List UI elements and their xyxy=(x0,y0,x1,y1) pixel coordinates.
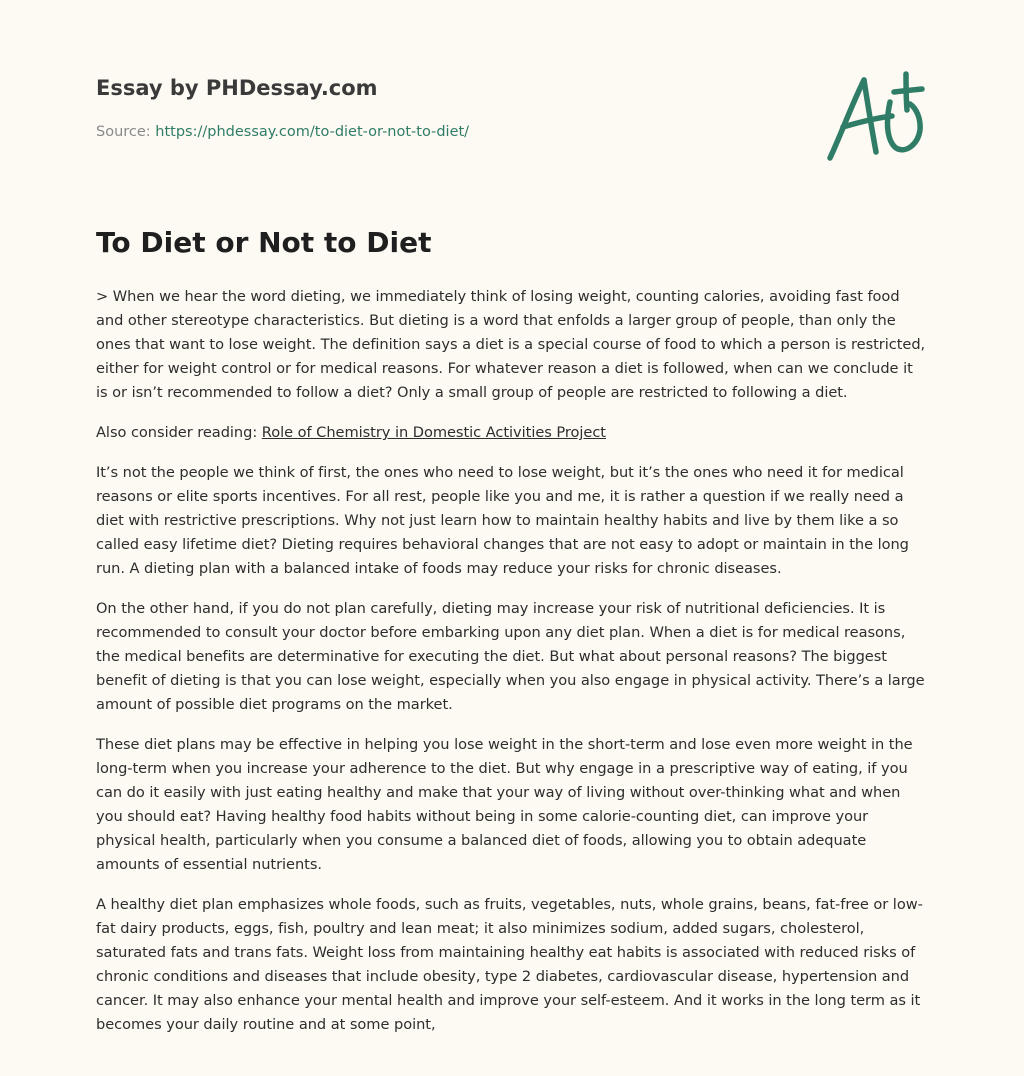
also-reading-label: Also consider reading: xyxy=(96,424,262,441)
article-body xyxy=(96,285,928,1053)
paragraph: These diet plans may be effective in helping you lose weight in the short-term and lose even more weight in the long-term when you increase your adherence to the diet. But why engage in a prescriptive way of eating, if you can do it easily with just eating healthy and make that your way of living without over-thinking what and when you should eat? Having healthy food habits without being in some calorie-counting diet, can improve your physical health, particularly when you consume a balanced diet of foods, allowing you to obtain adequate amounts of essential nutrients. xyxy=(96,736,913,873)
paragraph: It’s not the people we think of first, the ones who need to lose weight, but it’s the ones who need it for medical reasons or elite sports incentives. For all rest, people like you and me, it is rather a question if we really need a diet with restrictive prescriptions. Why not just learn how to maintain healthy habits and live by them like a so called easy lifetime diet? Dieting requires behavioral changes that are not easy to adopt or maintain in the long run. A dieting plan with a balanced intake of foods may reduce your risks for chronic diseases. xyxy=(96,464,909,577)
source-line xyxy=(96,124,469,140)
a-plus-icon xyxy=(826,70,926,165)
source-label: Source: xyxy=(96,124,156,140)
article-title: To Diet or Not to Diet xyxy=(96,226,432,259)
paragraph: > When we hear the word dieting, we immediately think of losing weight, counting calories, avoiding fast food and other stereotype characteristics. But dieting is a word that enfolds a larger group of people, than only the ones that want to lose weight. The definition says a diet is a special course of food to which a person is restricted, either for weight control or for medical reasons. For whatever reason a diet is followed, when can we conclude it is or isn’t recommended to follow a diet? Only a small group of people are restricted to following a diet. xyxy=(96,288,926,401)
site-brand: Essay by PHDessay.com xyxy=(96,76,378,100)
also-reading-link[interactable]: Role of Chemistry in Domestic Activities Project xyxy=(261,424,606,441)
source-link[interactable]: https://phdessay.com/to-diet-or-not-to-diet/ xyxy=(155,124,470,140)
paragraph: On the other hand, if you do not plan carefully, dieting may increase your risk of nutritional deficiencies. It is recommended to consult your doctor before embarking upon any diet plan. When a diet is for medical reasons, the medical benefits are determinative for executing the diet. But what about personal reasons? The biggest benefit of dieting is that you can lose weight, especially when you also engage in physical activity. There’s a large amount of possible diet programs on the market. xyxy=(96,600,925,713)
also-reading xyxy=(96,421,928,445)
page-header xyxy=(96,72,926,172)
paragraph: A healthy diet plan emphasizes whole foods, such as fruits, vegetables, nuts, whole grains, beans, fat-free or low-fat dairy products, eggs, fish, poultry and lean meat; it also minimizes sodium, added sugars, cholesterol, saturated fats and trans fats. Weight loss from maintaining healthy eat habits is associated with reduced risks of chronic conditions and diseases that include obesity, type 2 diabetes, cardiovascular disease, hypertension and cancer. It may also enhance your mental health and improve your self-esteem. And it works in the long term as it becomes your daily routine and at some point, xyxy=(96,896,923,1033)
